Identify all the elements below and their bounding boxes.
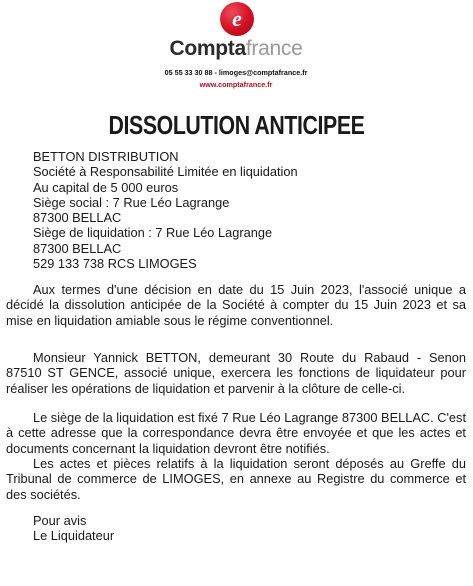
company-seat: Siège social : 7 Rue Léo Lagrange (33, 194, 230, 210)
logo-letter: e (232, 6, 242, 31)
brand-name-light: france (245, 37, 303, 60)
paragraph-filing: Les actes et pièces relatifs à la liquidation seront déposés au Greffe du Tribunal de commerce de LIMOGES, en annexe au Registre du commerce et des sociétés. (6, 456, 466, 502)
website-link[interactable]: www.comptafrance.fr (199, 80, 273, 89)
document-title: DISSOLUTION ANTICIPEE (108, 110, 365, 140)
brand-name (160, 37, 312, 61)
company-capital: Au capital de 5 000 euros (33, 179, 179, 195)
company-details (33, 149, 298, 271)
paragraph-decision: Aux termes d'une décision en date du 15 Juin 2023, l'associé unique a décidé la dissolution anticipée de la Société à compter du 15 Juin 2023 et sa mise en liquidation amiable sous le régime conventionnel. (6, 282, 466, 328)
company-liquidation-seat: Siège de liquidation : 7 Rue Léo Lagrange (33, 225, 273, 241)
contact-line: 05 55 33 30 88 - limoges@comptafrance.fr (164, 68, 308, 77)
company-form: Société à Responsabilité Limitée en liquidation (33, 164, 298, 180)
paragraph-liquidation-seat: Le siège de la liquidation est fixé 7 Rue Léo Lagrange 87300 BELLAC. C'est à cette adresse que la correspondance devra être envoyée et que les actes et documents concernant la liquidation devront être notifiés. (6, 410, 466, 456)
paragraph-liquidator: Monsieur Yannick BETTON, demeurant 30 Route du Rabaud - Senon 87510 ST GENCE, associé unique, exercera les fonctions de liquidateur pour réaliser les opérations de liquidation et parvenir à la clôture de celle-ci. (6, 350, 466, 396)
closing-line-2: Le Liquidateur (33, 528, 115, 544)
company-liquidation-city: 87300 BELLAC (33, 240, 122, 256)
brand-name-strong: Compta (169, 37, 246, 60)
company-name: BETTON DISTRIBUTION (33, 149, 179, 164)
company-seat-city: 87300 BELLAC (33, 210, 122, 226)
company-rcs: 529 133 738 RCS LIMOGES (33, 256, 197, 272)
closing-line-1: Pour avis (33, 513, 87, 528)
closing-signature (33, 513, 114, 544)
logo-emblem-icon (220, 2, 254, 36)
comptafrance-logo (160, 0, 312, 100)
